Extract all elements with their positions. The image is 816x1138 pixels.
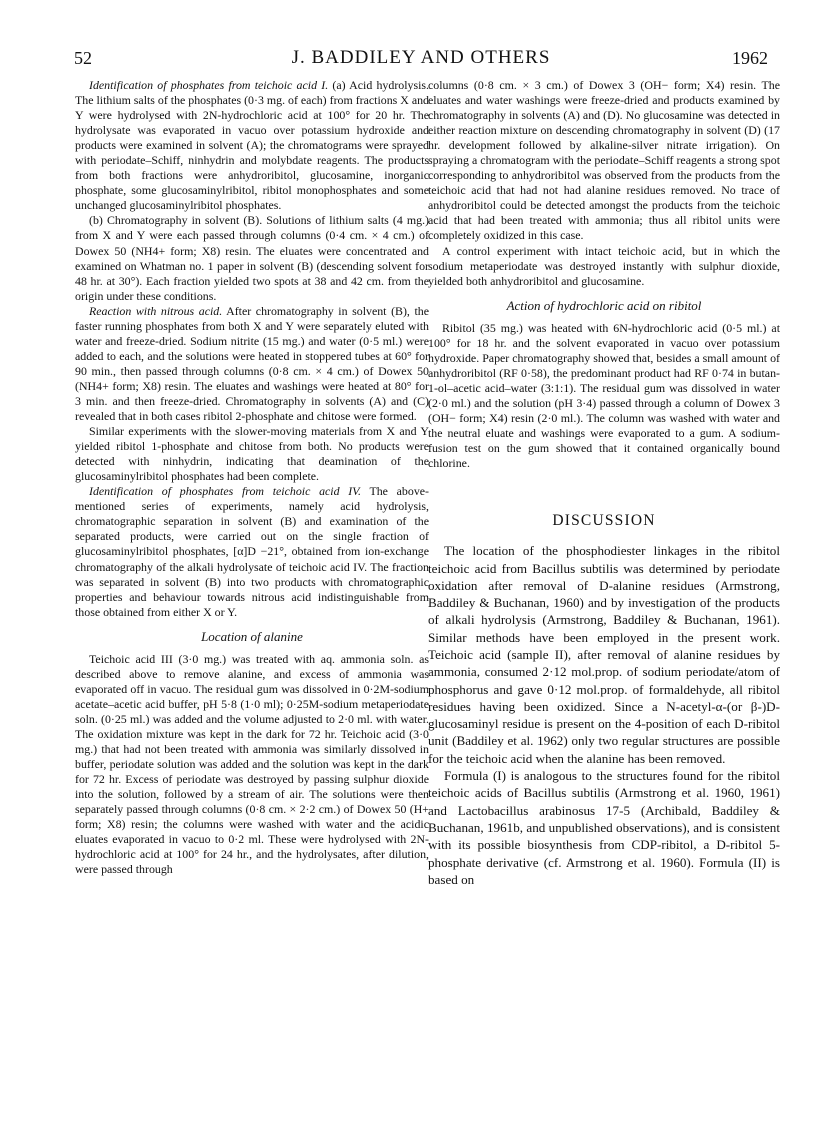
section-heading-hydrochloric-acid-ribitol: Action of hydrochloric acid on ribitol xyxy=(506,297,702,313)
paragraph-slower-moving-materials: Similar experiments with the slower-moving materials from X and Y yielded ribitol 1-phosphate and chitose from both. No products were detected with ninhydrin, indicating that deamination of the glucosaminylribitol phosphates had been complete. xyxy=(75,424,429,484)
paragraph-lead: Identification of phosphates from teichoic acid IV. xyxy=(89,484,361,499)
paragraph-lead: Identification of phosphates from teichoic acid I. xyxy=(89,78,329,92)
paragraph-text: After chromatography in solvent (B), the faster running phosphates from both X and Y were separately eluted with water and freeze-dried. Sodium nitrite (15 mg.) and water (0·5 ml.) were added to each, and the solutions were heated in stoppered tubes at 60° for 90 min., then passed through columns (0·8 cm. × 4 cm.) of Dowex 50 (NH4+ form; X8) resin. The eluates and washings were heated at 80° for 3 min. and then freeze-dried. Chromatography in solvents (A) and (C) revealed that in both cases ribitol 2-phosphate and chitose were formed. xyxy=(75,303,429,424)
left-column xyxy=(75,78,429,877)
section-heading-location-of-alanine: Location of alanine xyxy=(201,628,303,644)
paragraph-identification-teichoic-acid-iv xyxy=(75,484,429,619)
right-column xyxy=(428,78,780,888)
page-number: 52 xyxy=(74,48,92,68)
paragraph-ribitol-heated: Ribitol (35 mg.) was heated with 6N-hydrochloric acid (0·5 ml.) at 100° for 18 hr. and the solvent evaporated in vacuo over potassium hydroxide. Paper chromatography showed that, besides a small amount of anhydroribitol (RF 0·58), the predominant product had RF 0·74 in butan-1-ol–acetic acid–water (3:1:1). The residual gum was dissolved in water (2·0 ml.) and the solution (pH 3·4) passed through a column of Dowex 3 (OH− form; X4) resin (2·0 ml.). The column was washed with water and the neutral eluate and washings were evaporated to a gum. A sodium-fusion test on the gum showed that it contained organically bound chlorine. xyxy=(428,320,780,471)
paragraph-lead: Reaction with nitrous acid. xyxy=(89,303,223,318)
paragraph-columns-dowex-3: columns (0·8 cm. × 3 cm.) of Dowex 3 (OH− form; X4) resin. The eluates and water washings were freeze-dried and products examined by chromatography in solvents (A) and (D). No glucosamine was detected in either reaction mixture on descending chromatography in solvent (D) (17 hr. development followed by alkaline-silver nitrate irrigation). On spraying a chromatogram with the periodate–Schiff reagents a strong spot corresponding to anhydroribitol was observed from the products from the teichoic acid that had not had alanine residues removed. No trace of anhydroribitol could be detected amongst the products from the teichoic acid that had been treated with ammonia; thus all ribitol units were completely oxidized in this case. xyxy=(428,78,780,243)
header-year: 1962 xyxy=(732,48,768,68)
paragraph-text: The above-mentioned series of experiments, namely acid hydrolysis, chromatographic separation in solvent (B) and examination of the separated products, were carried out on the single fraction of glucosaminylribitol phosphates, [α]D −21°, obtained from ion-exchange chromatography of the alkali hydrolysate of teichoic acid IV. The fraction was separated in solvent (B) into two products with chromatographic properties and behaviour towards nitrous acid indistinguishable from those obtained from either X or Y. xyxy=(75,484,429,619)
paragraph-reaction-nitrous-acid xyxy=(75,304,429,424)
running-title: J. BADDILEY AND OTHERS xyxy=(291,47,551,68)
section-heading-discussion: DISCUSSION xyxy=(552,512,656,530)
paragraph-identification-teichoic-acid-i xyxy=(75,78,429,213)
paragraph-teichoic-acid-iii: Teichoic acid III (3·0 mg.) was treated with aq. ammonia soln. as described above to remove alanine, and excess of ammonia was evaporated off in vacuo. The residual gum was dissolved in 0·2M-sodium acetate–acetic acid buffer, pH 5·8 (1·0 ml); 0·25M-sodium metaperiodate soln. (0·25 ml.) was added and the volume adjusted to 2·0 ml. with water. The oxidation mixture was kept in the dark for 72 hr. Teichoic acid (3·0 mg.) that had not been treated with ammonia was similarly dissolved in buffer, periodate solution was added and the solution was kept in the dark for 72 hr. Excess of periodate was destroyed by passing sulphur dioxide into the solution, followed by a stream of air. The solutions were then separately passed through columns (0·8 cm. × 2·2 cm.) of Dowex 50 (H+ form; X8) resin; the columns were washed with water and the acidic eluates evaporated in vacuo to 0·2 ml. These were hydrolysed with 2N-hydrochloric acid at 100° for 24 hr., and the hydrolysates, after dilution, were passed through xyxy=(75,651,429,877)
running-header xyxy=(74,44,768,74)
discussion-body xyxy=(428,542,780,888)
paragraph-chromatography-solvent-b: (b) Chromatography in solvent (B). Solutions of lithium salts (4 mg.) from X and Y were each passed through columns (0·4 cm. × 4 cm.) of Dowex 50 (NH4+ form; X8) resin. The eluates were concentrated and examined on Whatman no. 1 paper in solvent (B) (descending solvent for 48 hr. at 30°). Each fraction yielded two spots at 38 and 42 cm. from the origin under these conditions. xyxy=(75,213,429,303)
paragraph-control-experiment: A control experiment with intact teichoic acid, but in which the sodium metaperiodate was destroyed instantly with sulphur dioxide, yielded both anhydroribitol and glucosamine. xyxy=(428,243,780,288)
paragraph-discussion-1: The location of the phosphodiester linkages in the ribitol teichoic acid from Bacillus subtilis was determined by periodate oxidation after removal of D-alanine residues (Armstrong, Baddiley & Buchanan, 1960) and by investigation of the products of alkali hydrolysis (Armstrong, Baddiley & Buchanan, 1961). Similar methods have been employed in the present work. Teichoic acid (sample II), after removal of alanine residues by ammonia, consumed 2·12 mol.prop. of sodium periodate/atom of phosphorus and gave 0·12 mol.prop. of formaldehyde, all ribitol residues having been oxidized. Since a N-acetyl-α-(or β-)D-glucosaminyl residue is present on the 4-position of each D-ribitol unit (Baddiley et al. 1962) only two regular structures are possible for the teichoic acid when the alanine has been removed. xyxy=(428,543,780,766)
paragraph-text: (a) Acid hydrolysis. The lithium salts of the phosphates (0·3 mg. of each) from fractions X and Y were hydrolysed with 2N-hydrochloric acid at 100° for 20 hr. The hydrolysate was evaporated in vacuo over potassium hydroxide and products were examined in solvent (A); the chromatograms were sprayed with periodate–Schiff, ninhydrin and molybdate reagents. The products from both fractions were anhydroribitol, glucosamine, inorganic phosphate, some glucosaminylribitol, ribitol monophosphates and some unchanged glucosaminylribitol phosphates. xyxy=(75,78,430,213)
paragraph-discussion-2: Formula (I) is analogous to the structures found for the ribitol teichoic acids of Bacillus subtilis (Armstrong et al. 1960, 1961) and Lactobacillus arabinosus 17-5 (Archibald, Baddiley & Buchanan, 1961b, and unpublished observations), and is consistent with its possible biosynthesis from CDP-ribitol, a D-ribitol 5-phosphate derivative (cf. Armstrong et al. 1960). Formula (II) is based on xyxy=(428,768,780,887)
